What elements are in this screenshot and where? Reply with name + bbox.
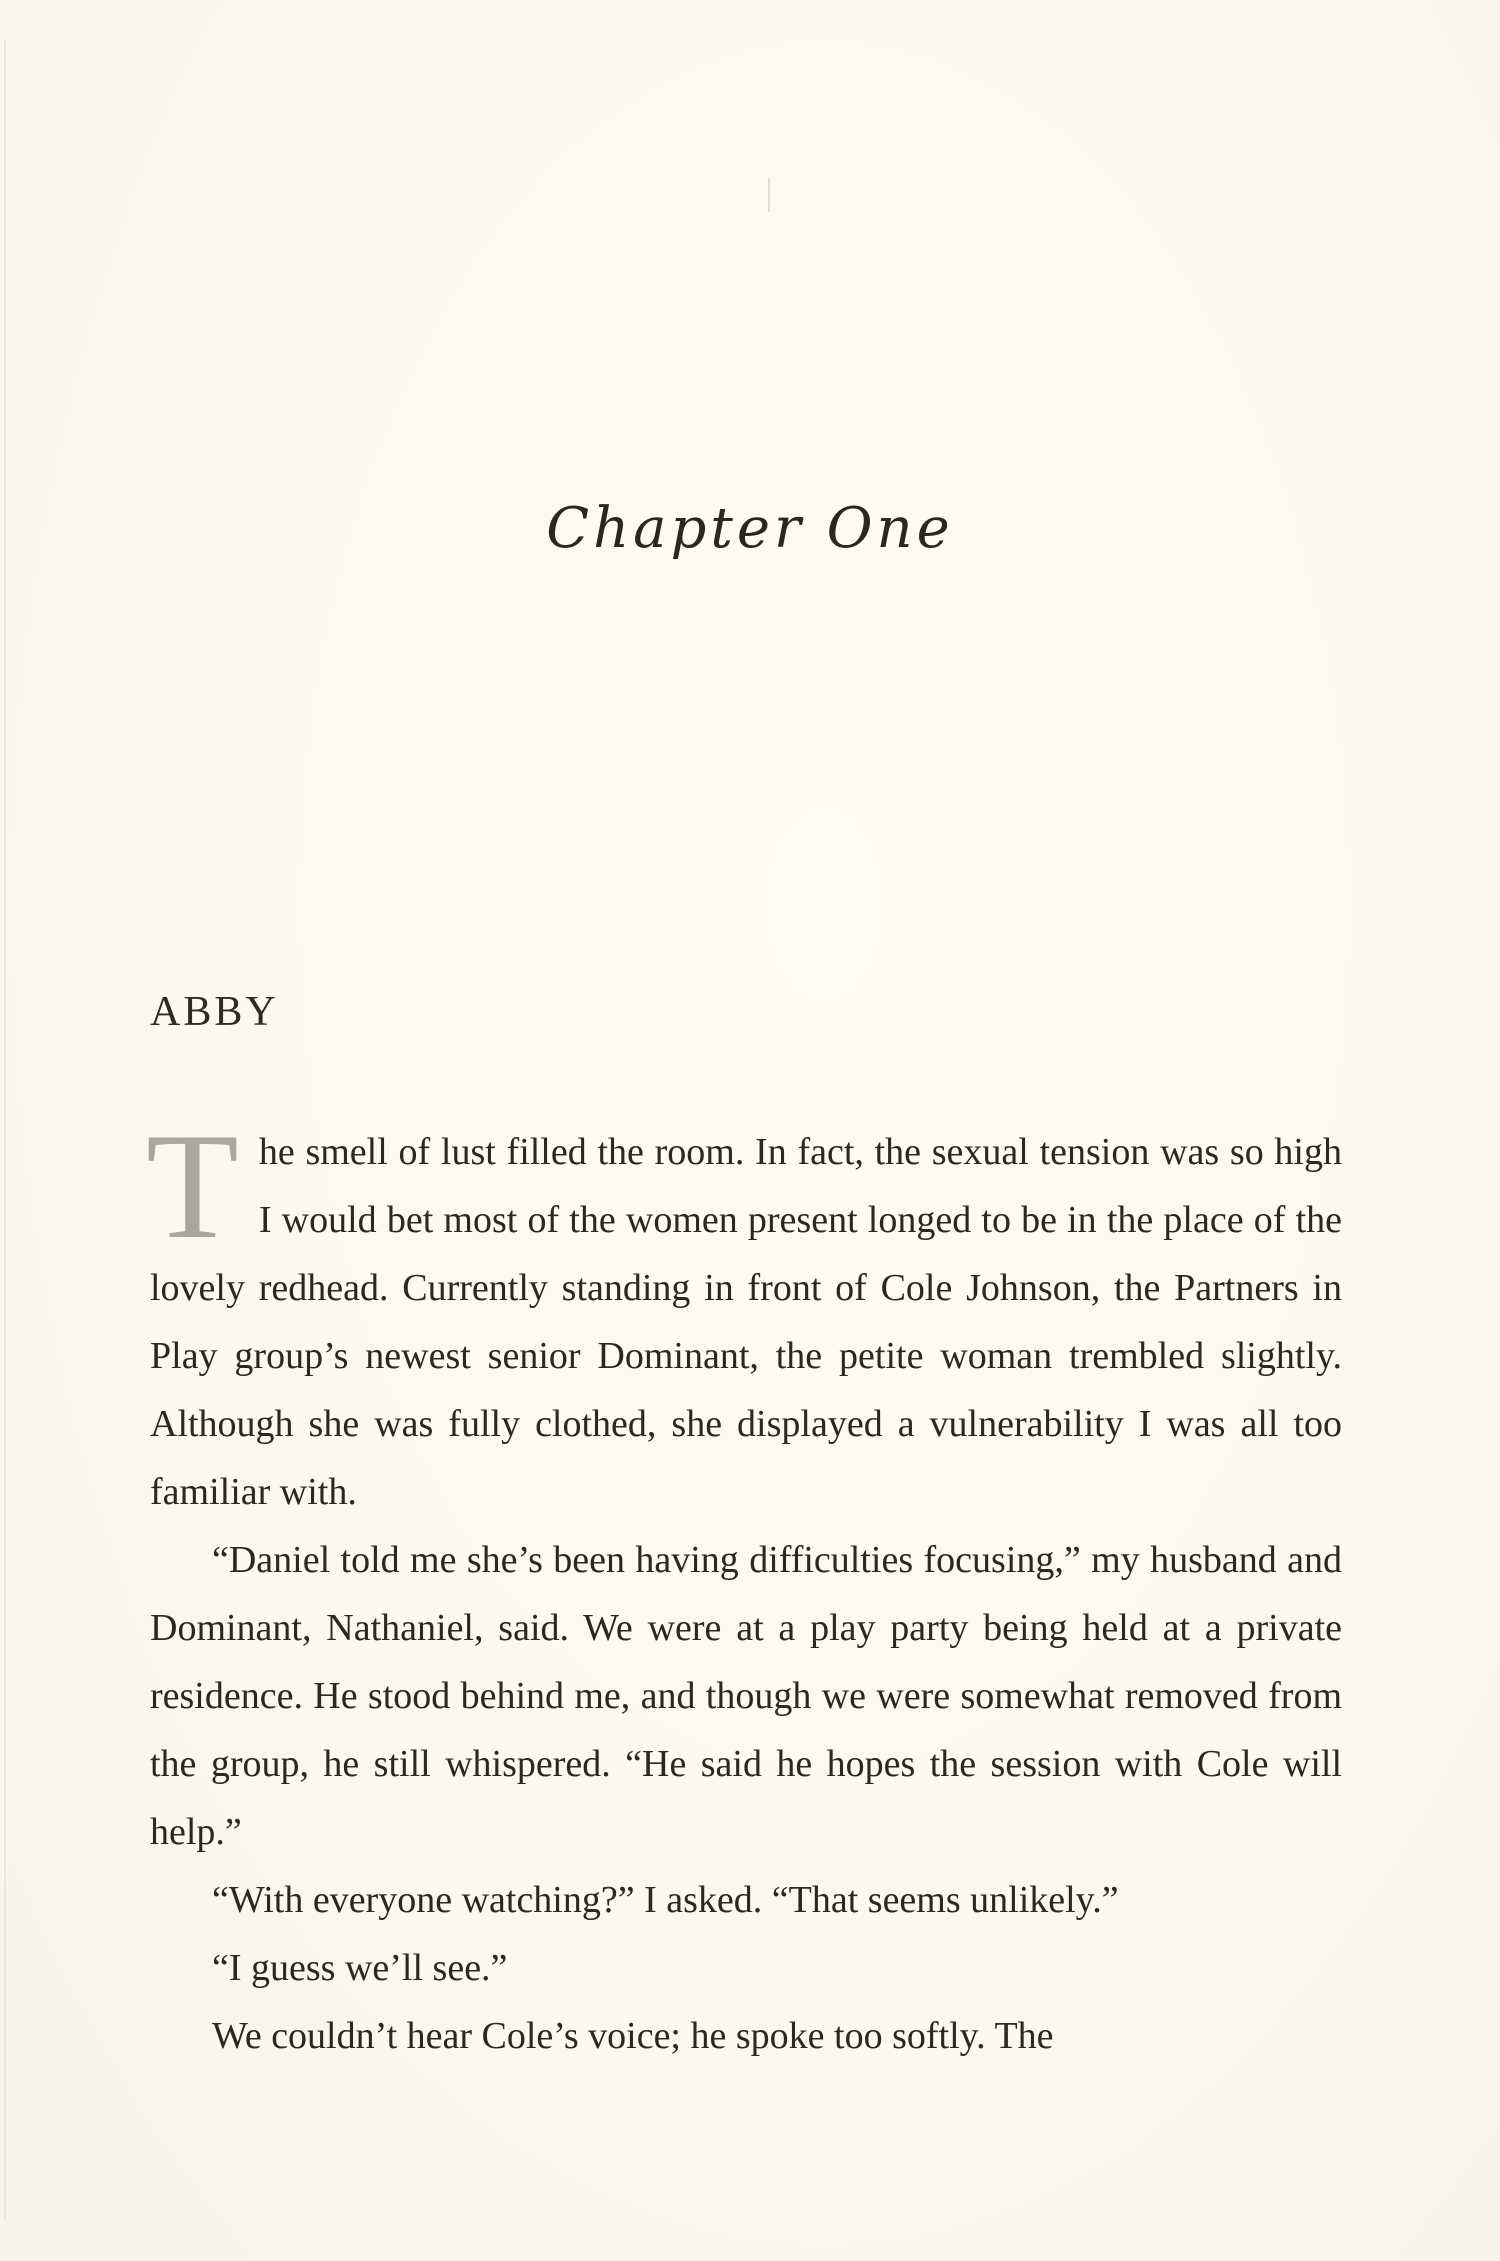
paragraph-1-text: he smell of lust filled the room. In fact, the sexual tension was so high I would bet most of the women present longed to be in the place of the lovely redhead. Currently standing in front of Cole Johnson, the Partners in Play group’s newest senior Dominant, the petite woman trembled slightly. Although she was fully clothed, she displayed a vulnerability I was all too familiar with. xyxy=(150,1131,1342,1513)
scan-edge-mark xyxy=(4,40,6,2220)
paragraph-5: We couldn’t hear Cole’s voice; he spoke too softly. The xyxy=(212,2015,1054,2057)
section-pov-name: ABBY xyxy=(150,989,279,1035)
body-text xyxy=(146,1102,1342,2070)
paragraph-4: “I guess we’ll see.” xyxy=(212,1947,508,1989)
paragraph-3: “With everyone watching?” I asked. “That seems unlikely.” xyxy=(212,1879,1119,1921)
scan-speck xyxy=(768,178,770,212)
chapter-title: Chapter One xyxy=(546,496,954,561)
paragraph-2: “Daniel told me she’s been having difficulties focusing,” my husband and Dominant, Nathaniel, said. We were at a play party being held at a private residence. He stood behind me, and though we were somewhat removed from the group, he still whispered. “He said he hopes the session with Cole will help.” xyxy=(150,1539,1342,1853)
paragraph-1 xyxy=(146,1102,1342,1526)
drop-cap-letter: T xyxy=(146,1102,239,1270)
